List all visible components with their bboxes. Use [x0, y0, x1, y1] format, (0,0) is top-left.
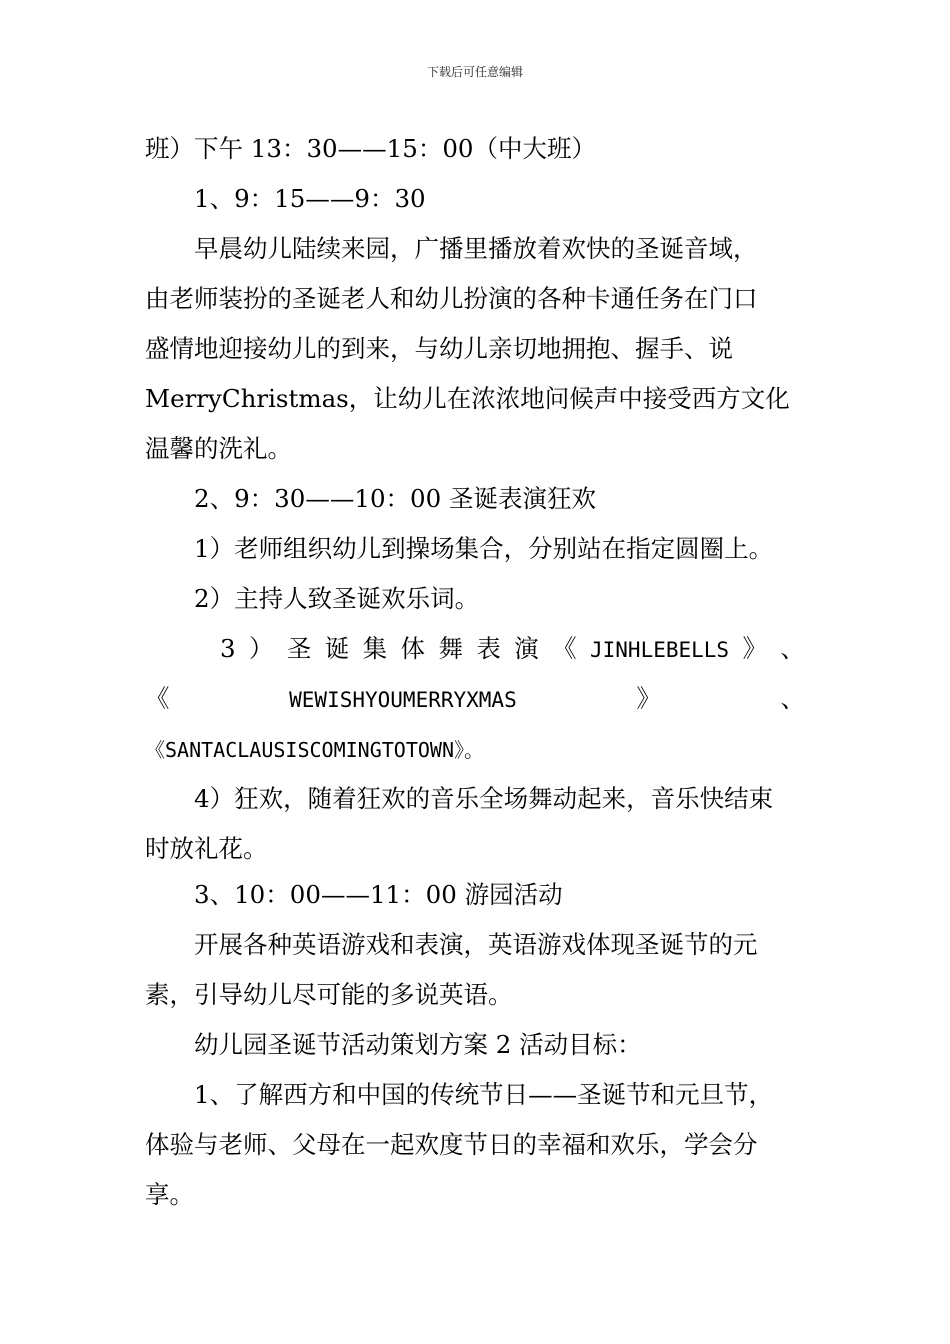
text-line: 素，引导幼儿尽可能的多说英语。 [145, 980, 513, 1009]
text-line: 早晨幼儿陆续来园，广播里播放着欢快的圣诞音域， [194, 234, 758, 263]
text-line: 温馨的洗礼。 [145, 434, 292, 463]
text-fragment: 集 [362, 634, 388, 663]
text-line: 班）下午 13：30——15：00（中大班） [145, 134, 596, 163]
text-fragment: 诞 [324, 634, 350, 663]
text-line: 2）主持人致圣诞欢乐词。 [194, 584, 480, 613]
text-line: 1、9：15——9：30 [194, 184, 426, 213]
text-line: 3、10：00——11：00 游园活动 [194, 880, 563, 909]
text-fragment: 圣 [286, 634, 312, 663]
text-fragment: 表 [476, 634, 501, 663]
text-fragment: 、 [780, 684, 805, 713]
text-fragment: 》 [636, 684, 661, 713]
text-fragment: 《 [145, 684, 170, 713]
text-fragment: 《 [552, 634, 577, 663]
text-fragment: 》 [742, 634, 767, 663]
text-line: 开展各种英语游戏和表演，英语游戏体现圣诞节的元 [194, 930, 758, 959]
text-fragment: 舞 [438, 634, 463, 663]
text-line-justified [220, 631, 805, 668]
text-fragment: 体 [400, 634, 426, 663]
text-line: 2、9：30——10：00 圣诞表演狂欢 [194, 484, 596, 513]
text-fragment: 3 [220, 634, 236, 663]
text-fragment: WEWISHYOUMERRYXMAS [289, 688, 517, 712]
text-line: 1）老师组织幼儿到操场集合，分别站在指定圆圈上。 [194, 534, 774, 563]
text-line: 4）狂欢，随着狂欢的音乐全场舞动起来，音乐快结束 [194, 784, 774, 813]
text-line: 幼儿园圣诞节活动策划方案 2 活动目标： [194, 1030, 642, 1059]
text-line: 时放礼花。 [145, 834, 268, 863]
page-header: 下载后可任意编辑 [426, 65, 523, 79]
text-fragment: 《SANTACLAUSISCOMINGTOTOWN》。 [145, 738, 484, 762]
text-line: 盛情地迎接幼儿的到来，与幼儿亲切地拥抱、握手、说 [145, 334, 733, 363]
text-line: 1、了解西方和中国的传统节日——圣诞节和元旦节， [194, 1080, 774, 1109]
text-line: 由老师装扮的圣诞老人和幼儿扮演的各种卡通任务在门口 [145, 284, 758, 313]
text-fragment: JINHLEBELLS [590, 638, 730, 662]
text-line: 体验与老师、父母在一起欢度节日的幸福和欢乐，学会分 [145, 1130, 758, 1159]
text-line [145, 731, 805, 768]
text-fragment: 演 [514, 634, 539, 663]
text-fragment: 、 [780, 634, 805, 663]
text-line-justified [145, 681, 805, 718]
text-line: MerryChristmas，让幼儿在浓浓地问候声中接受西方文化 [145, 384, 790, 413]
text-line: 享。 [145, 1180, 194, 1209]
text-fragment: ） [248, 634, 274, 663]
